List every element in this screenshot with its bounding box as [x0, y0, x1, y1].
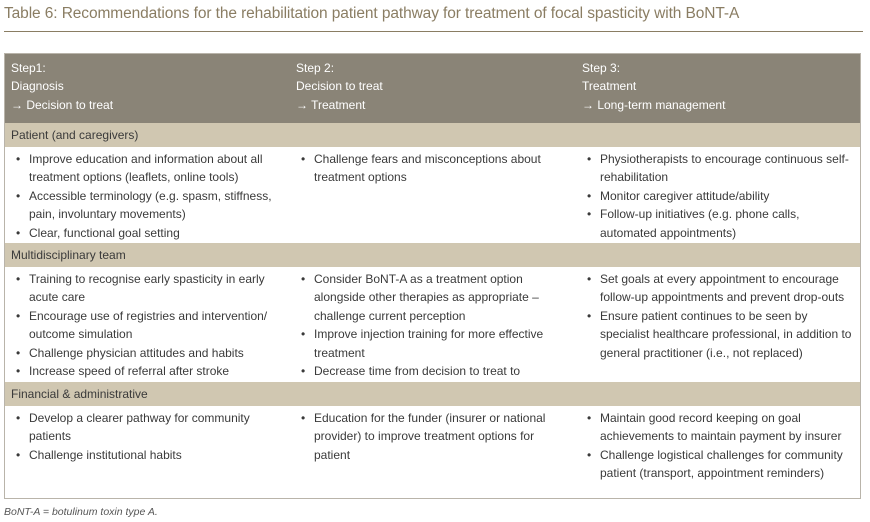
recommendations-table — [4, 53, 861, 499]
column-header-transition-label: → Long-term management — [582, 97, 726, 112]
column-header-step-label: Step 2: — [296, 61, 335, 75]
list-item: • Encourage use of registries and intervention/ outcome simulation — [11, 307, 287, 344]
list-item: • Ensure patient continues to be seen by specialist healthcare professional, in addition to general practitioner (i.e., not replaced) — [582, 307, 852, 362]
cell-financial-step-1 — [11, 409, 287, 464]
column-header-transition-label: → Treatment — [296, 97, 366, 112]
cell-team-step-2 — [296, 270, 572, 399]
cell-financial-step-2 — [296, 409, 572, 464]
list-item: • Develop a clearer pathway for community patients — [11, 409, 287, 446]
column-header-step-label: Step1: — [11, 61, 46, 75]
list-item: • Education for the funder (insurer or national provider) to improve treatment options for patient — [296, 409, 572, 464]
list-item: • Physiotherapists to encourage continuous self-rehabilitation — [582, 150, 852, 187]
column-header-stage-label: Treatment — [582, 79, 637, 94]
column-header-stage-label: Decision to treat — [296, 79, 383, 94]
list-item: • Challenge fears and misconceptions about treatment options — [296, 150, 572, 187]
list-item: • Challenge physician attitudes and habits — [11, 344, 287, 362]
cell-patient-step-1 — [11, 150, 287, 242]
section-header-multidisciplinary-team — [5, 243, 860, 267]
column-header-step-label: Step 3: — [582, 61, 621, 75]
cell-team-step-1 — [11, 270, 287, 380]
list-item: • Challenge institutional habits — [11, 446, 287, 464]
column-header-transition-label: → Decision to treat — [11, 97, 114, 112]
list-item: • Improve education and information about all treatment options (leaflets, online tools) — [11, 150, 287, 187]
list-item: • Clear, functional goal setting — [11, 224, 287, 242]
column-header-step-3 — [582, 59, 725, 114]
section-header-financial-administrative — [5, 382, 860, 406]
cell-patient-step-2 — [296, 150, 572, 187]
column-header-stage-label: Diagnosis — [11, 79, 64, 94]
title-divider — [4, 31, 863, 32]
table-title: Table 6: Recommendations for the rehabilitation patient pathway for treatment of focal spasticity with BoNT-A — [4, 5, 740, 22]
list-item: • Accessible terminology (e.g. spasm, stiffness, pain, involuntary movements) — [11, 187, 287, 224]
list-item: • Consider BoNT-A as a treatment option alongside other therapies as appropriate – challenge current perception — [296, 270, 572, 325]
column-header-step-1 — [11, 59, 113, 114]
list-item: • Monitor caregiver attitude/ability — [582, 187, 852, 205]
list-item: • Training to recognise early spasticity in early acute care — [11, 270, 287, 307]
section-label: Patient (and caregivers) — [11, 128, 139, 142]
list-item: • Improve injection training for more effective treatment — [296, 325, 572, 362]
list-item: • Set goals at every appointment to encourage follow-up appointments and prevent drop-outs — [582, 270, 852, 307]
section-header-patient — [5, 123, 860, 147]
column-header-step-2 — [296, 59, 383, 114]
table-footnote: BoNT-A = botulinum toxin type A. — [4, 506, 158, 518]
list-item: • Maintain good record keeping on goal achievements to maintain payment by insurer — [582, 409, 852, 446]
section-label: Multidisciplinary team — [11, 248, 126, 262]
list-item: • Follow-up initiatives (e.g. phone calls, automated appointments) — [582, 205, 852, 242]
table-header-row — [5, 54, 860, 123]
cell-financial-step-3 — [582, 409, 852, 483]
list-item: • Challenge logistical challenges for community patient (transport, appointment reminders) — [582, 446, 852, 483]
cell-patient-step-3 — [582, 150, 852, 242]
list-item: • Decrease time from decision to treat to — [296, 362, 572, 399]
cell-team-step-3 — [582, 270, 852, 362]
section-label: Financial & administrative — [11, 387, 148, 401]
list-item: • Increase speed of referral after stroke — [11, 362, 287, 380]
